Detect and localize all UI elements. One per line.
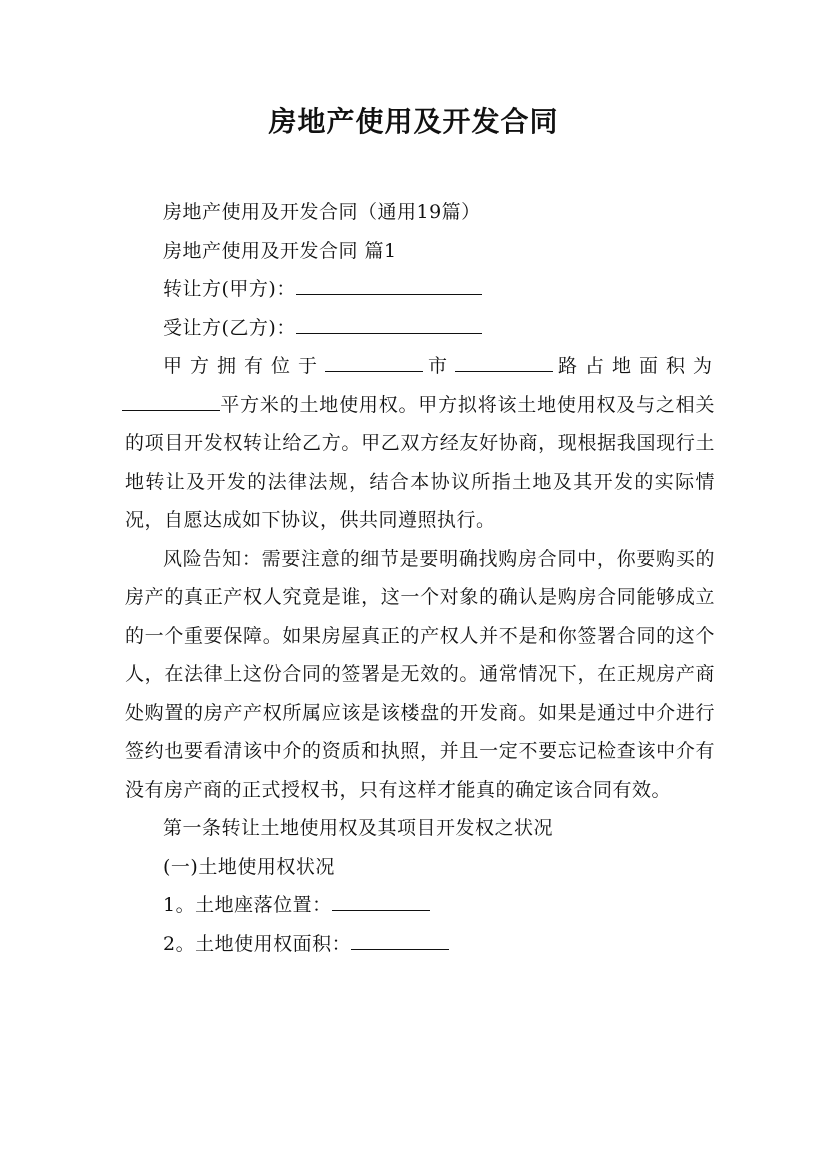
article-heading: 第一条转让土地使用权及其项目开发权之状况: [163, 817, 554, 839]
subtitle-line: 房地产使用及开发合同（通用19篇）: [163, 201, 481, 223]
area-item: [125, 925, 715, 964]
intro-text-d: 平方米的土地使用权。甲方拟将该土地使用权及与之相关的项目开发权转让给乙方。甲乙双方经友好协商，现根据我国现行土地转让及开发的法律法规，结合本协议所指土地及其开发的实际情况，自愿达成如下协议，供共同遵照执行。: [125, 393, 715, 531]
part-heading: 房地产使用及开发合同 篇1: [163, 239, 397, 262]
area-label: 2。土地使用权面积：: [163, 932, 352, 955]
party-b-blank[interactable]: [296, 313, 482, 334]
intro-text-a: 甲方拥有位于: [163, 355, 325, 377]
party-a-line: [125, 270, 715, 309]
land-area-blank[interactable]: [351, 929, 449, 950]
party-a-blank[interactable]: [296, 274, 482, 295]
city-blank[interactable]: [325, 351, 423, 372]
party-b-label: 受让方(乙方)：: [163, 316, 296, 339]
location-label: 1。土地座落位置：: [163, 894, 332, 916]
party-a-label: 转让方(甲方)：: [163, 278, 296, 300]
document-body: [125, 193, 715, 963]
party-b-line: [125, 309, 715, 348]
road-blank[interactable]: [455, 351, 553, 372]
location-item: [125, 886, 715, 925]
intro-text-c: 路占地面积为: [552, 355, 715, 377]
location-blank[interactable]: [332, 890, 430, 911]
document-title: 房地产使用及开发合同: [268, 105, 559, 138]
risk-paragraph: 风险告知：需要注意的细节是要明确找购房合同中，你要购买的房产的真正产权人究竟是谁，这一个对象的确认是购房合同能够成立的一个重要保障。如果房屋真正的产权人并不是和你签署合同的这个人，在法律上这份合同的签署是无效的。通常情况下，在正规房产商处购置的房产产权所属应该是该楼盘的开发商。如果是通过中介进行签约也要看清该中介的资质和执照，并且一定不要忘记检查该中介有没有房产商的正式授权书，只有这样才能真的确定该合同有效。: [125, 547, 715, 801]
area-blank[interactable]: [122, 390, 220, 411]
section-heading: (一)土地使用权状况: [163, 855, 335, 878]
intro-paragraph: [125, 347, 715, 540]
intro-text-b: 市: [422, 355, 455, 377]
